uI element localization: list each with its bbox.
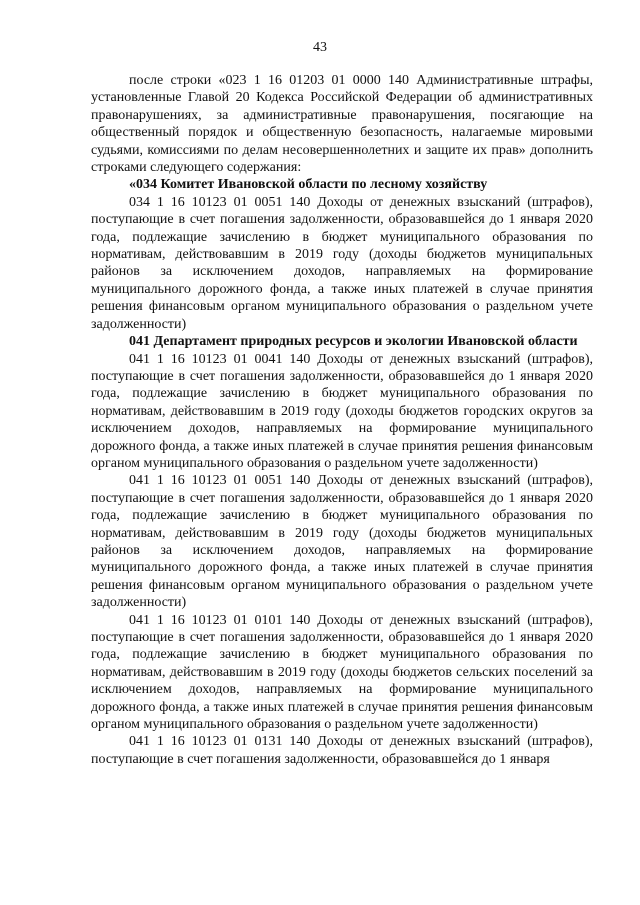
paragraph-041-0041: 041 1 16 10123 01 0041 140 Доходы от денежных взысканий (штрафов), поступающие в счет погашения задолженности, образовавшейся до 1 января 2020 года, подлежащие зачислению в бюджет муниципального образования по нормативам, действовавшим в 2019 году (доходы бюджетов городских округов за исключением доходов, направляемых на формирование муниципального дорожного фонда, а также иных платежей в случае принятия решения финансовым органом муниципального образования о раздельном учете задолженности) [91,351,593,471]
paragraph-intro: после строки «023 1 16 01203 01 0000 140 Административные штрафы, установленные Главой 20 Кодекса Российской Федерации об административных правонарушениях, за административные правонарушения, посягающие на общественный порядок и общественную безопасность, налагаемые мировыми судьями, комиссиями по делам несовершеннолетних и защите их прав» дополнить строками следующего содержания: [91,73,593,176]
paragraph-034-0051: 034 1 16 10123 01 0051 140 Доходы от денежных взысканий (штрафов), поступающие в счет погашения задолженности, образовавшейся до 1 января 2020 года, подлежащие зачислению в бюджет муниципального образования по нормативам, действовавшим в 2019 году (доходы бюджетов муниципальных районов за исключением доходов, направляемых на формирование муниципального дорожного фонда, а также иных платежей в случае принятия решения финансовым органом муниципального образования о раздельном учете задолженности) [91,194,593,332]
page-number: 43 [313,40,327,55]
paragraph-041-0101: 041 1 16 10123 01 0101 140 Доходы от денежных взысканий (штрафов), поступающие в счет погашения задолженности, образовавшейся до 1 января 2020 года, подлежащие зачислению в бюджет муниципального образования по нормативам, действовавшим в 2019 году (доходы бюджетов сельских поселений за исключением доходов, направляемых на формирование муниципального дорожного фонда, а также иных платежей в случае принятия решения финансовым органом муниципального образования о раздельном учете задолженности) [91,612,593,733]
document-body [91,72,593,768]
section-heading-034: «034 Комитет Ивановской области по лесному хозяйству [129,177,488,193]
paragraph-041-0051: 041 1 16 10123 01 0051 140 Доходы от денежных взысканий (штрафов), поступающие в счет погашения задолженности, образовавшейся до 1 января 2020 года, подлежащие зачислению в бюджет муниципального образования по нормативам, действовавшим в 2019 году (доходы бюджетов муниципальных районов за исключением доходов, направляемых на формирование муниципального дорожного фонда, а также иных платежей в случае принятия решения финансовым органом муниципального образования о раздельном учете задолженности) [91,473,593,611]
section-heading-041: 041 Департамент природных ресурсов и экологии Ивановской области [129,334,578,350]
paragraph-041-0131: 041 1 16 10123 01 0131 140 Доходы от денежных взысканий (штрафов), поступающие в счет погашения задолженности, образовавшейся до 1 января [91,734,593,767]
